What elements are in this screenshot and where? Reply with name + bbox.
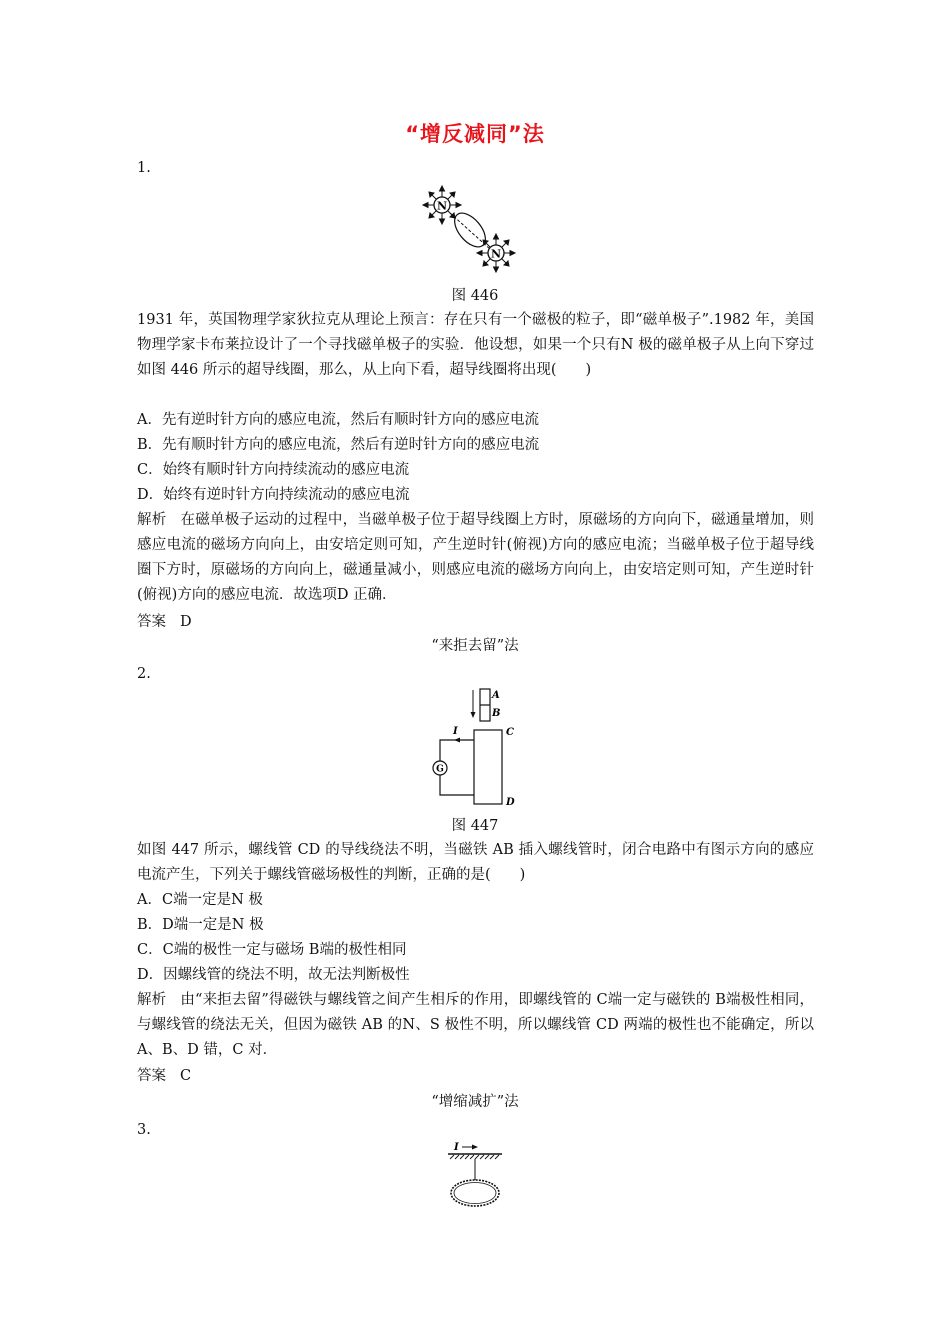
q1-option-c: C．始终有顺时针方向持续流动的感应电流 xyxy=(137,462,410,478)
q1-number: 1. xyxy=(137,160,151,176)
q1-analysis-text: 在磁单极子运动的过程中，当磁单极子位于超导线圈上方时，原磁场的方向向下，磁通量增加，则感应电流的磁场方向向上，由安培定则可知，产生逆时针(俯视)方向的感应电流；当磁单极子位于超导线圈下方时，原磁场的方向向上，磁通量减小，则感应电流的磁场方向向上，由安培定则可知，产生逆时针(俯视)方向的感应电流．故选项D 正确． xyxy=(137,512,815,603)
q2-option-d: D．因螺线管的绕法不明，故无法判断极性 xyxy=(137,967,410,983)
q2-answer xyxy=(137,1066,191,1086)
q3-label-i: I xyxy=(454,1142,459,1153)
q1-superconducting-loop xyxy=(449,208,492,253)
q2-option-a: A．C端一定是N 极 xyxy=(137,892,263,908)
q2-answer-value: C xyxy=(180,1068,192,1084)
q1-analysis-label: 解析 xyxy=(137,512,167,528)
section-heading-2: “来拒去留”法 xyxy=(431,638,519,654)
q1-analysis xyxy=(137,508,814,608)
q1-answer xyxy=(137,612,192,632)
q1-answer-label: 答案 xyxy=(137,614,166,630)
q1-figure xyxy=(420,183,520,275)
q2-analysis-text: 由“来拒去留”得磁铁与螺线管之间产生相斥的作用，即螺线管的 C端一定与磁铁的 B端极性相同，与螺线管的绕法无关，但因为磁铁 AB 的N、S 极性不明，所以螺线管 CD 两端的极性也不能确定，所以A、B、D 错，C 对． xyxy=(137,992,815,1058)
q2-analysis xyxy=(137,988,814,1063)
q1-bottom-pole-label: N xyxy=(490,247,502,261)
page-title: “增反减同”法 xyxy=(405,122,545,146)
q3-flexible-loop xyxy=(451,1180,499,1206)
q1-option-a: A．先有逆时针方向的感应电流，然后有顺时针方向的感应电流 xyxy=(137,412,539,428)
q2-option-c: C．C端的极性一定与磁场 B端的极性相同 xyxy=(137,942,407,958)
q1-option-b: B．先有顺时针方向的感应电流，然后有逆时针方向的感应电流 xyxy=(137,437,540,453)
q3-figure xyxy=(440,1138,510,1212)
q1-option-d: D．始终有逆时针方向持续流动的感应电流 xyxy=(137,487,410,503)
q2-solenoid-cd xyxy=(474,730,502,804)
q1-stem: 1931 年，英国物理学家狄拉克从理论上预言：存在只有一个磁极的粒子，即“磁单极子”.1982 年，美国物理学家卡布莱拉设计了一个寻找磁单极子的实验．他设想，如果一个只有N 极的磁单极子从上向下穿过如图 446 所示的超导线圈，那么，从上向下看，超导线圈将出现( ) xyxy=(137,312,814,378)
q1-top-pole-label: N xyxy=(436,199,448,213)
q2-number: 2. xyxy=(137,666,151,682)
q3-number: 3. xyxy=(137,1122,151,1138)
q2-figure-caption: 图 447 xyxy=(451,818,499,834)
q2-answer-label: 答案 xyxy=(137,1068,166,1084)
q2-stem: 如图 447 所示，螺线管 CD 的导线绕法不明，当磁铁 AB 插入螺线管时，闭合电路中有图示方向的感应电流产生，下列关于螺线管磁场极性的判断，正确的是( ) xyxy=(137,842,814,883)
section-heading-3: “增缩减扩”法 xyxy=(431,1094,519,1110)
q2-figure xyxy=(430,686,520,808)
q2-label-a: A xyxy=(492,690,500,701)
q2-label-b: B xyxy=(492,708,501,719)
q2-label-i: I xyxy=(453,726,458,737)
q2-label-c: C xyxy=(506,727,514,738)
q2-label-d: D xyxy=(506,797,515,808)
q2-galvanometer-label: G xyxy=(436,764,444,775)
q1-answer-value: D xyxy=(180,614,192,630)
q2-analysis-label: 解析 xyxy=(137,992,167,1008)
q1-figure-caption: 图 446 xyxy=(451,288,499,304)
q2-option-b: B．D端一定是N 极 xyxy=(137,917,264,933)
